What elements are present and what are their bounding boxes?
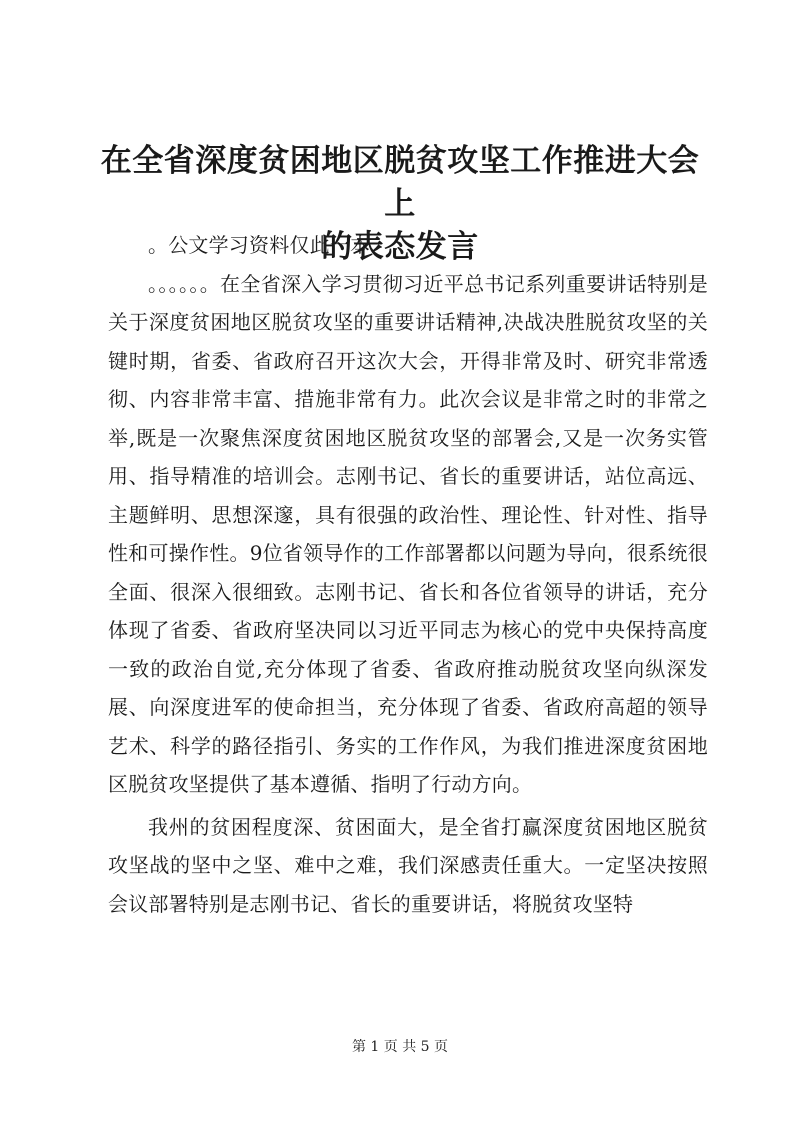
page-footer [0, 1036, 800, 1056]
title-line-1: 在全省深度贫困地区脱贫攻坚工作推进大会上 [100, 143, 700, 222]
page-number-label: 第 1 页 共 5 页 [351, 1039, 449, 1055]
paragraph-2: 我州的贫困程度深、贫困面大，是全省打赢深度贫困地区脱贫攻坚战的坚中之坚、难中之难，我们深感责任重大。一定坚决按照会议部署特别是志刚书记、省长的重要讲话，将脱贫攻坚特 [108, 814, 708, 916]
title-line-2: 的表态发言 [321, 229, 479, 265]
document-body [108, 226, 708, 923]
paragraph-1: 。。。。。。在全省深入学习贯彻习近平总书记系列重要讲话特别是关于深度贫困地区脱贫攻坚的重要讲话精神,决战决胜脱贫攻坚的关键时期，省委、省政府召开这次大会，开得非常及时、研究非常透彻、内容非常丰富、措施非常有力。此次会议是非常之时的非常之举,既是一次聚焦深度贫困地区脱贫攻坚的部署会,又是一次务实管用、指导精准的培训会。志刚书记、省长的重要讲话，站位高远、主题鲜明、思想深邃，具有很强的政治性、理论性、针对性、指导性和可操作性。9位省领导作的工作部署都以问题为导向，很系统很全面、很深入很细致。志刚书记、省长和各位省领导的讲话，充分体现了省委、省政府坚决同以习近平同志为核心的党中央保持高度一致的政治自觉,充分体现了省委、省政府推动脱贫攻坚向纵深发展、向深度进军的使命担当，充分体现了省委、省政府高超的领导艺术、科学的路径指引、务实的工作作风，为我们推进深度贫困地区脱贫攻坚提供了基本遵循、指明了行动方向。 [108, 271, 708, 796]
paragraph-note: 。公文学习资料仅此一本 [148, 233, 371, 257]
